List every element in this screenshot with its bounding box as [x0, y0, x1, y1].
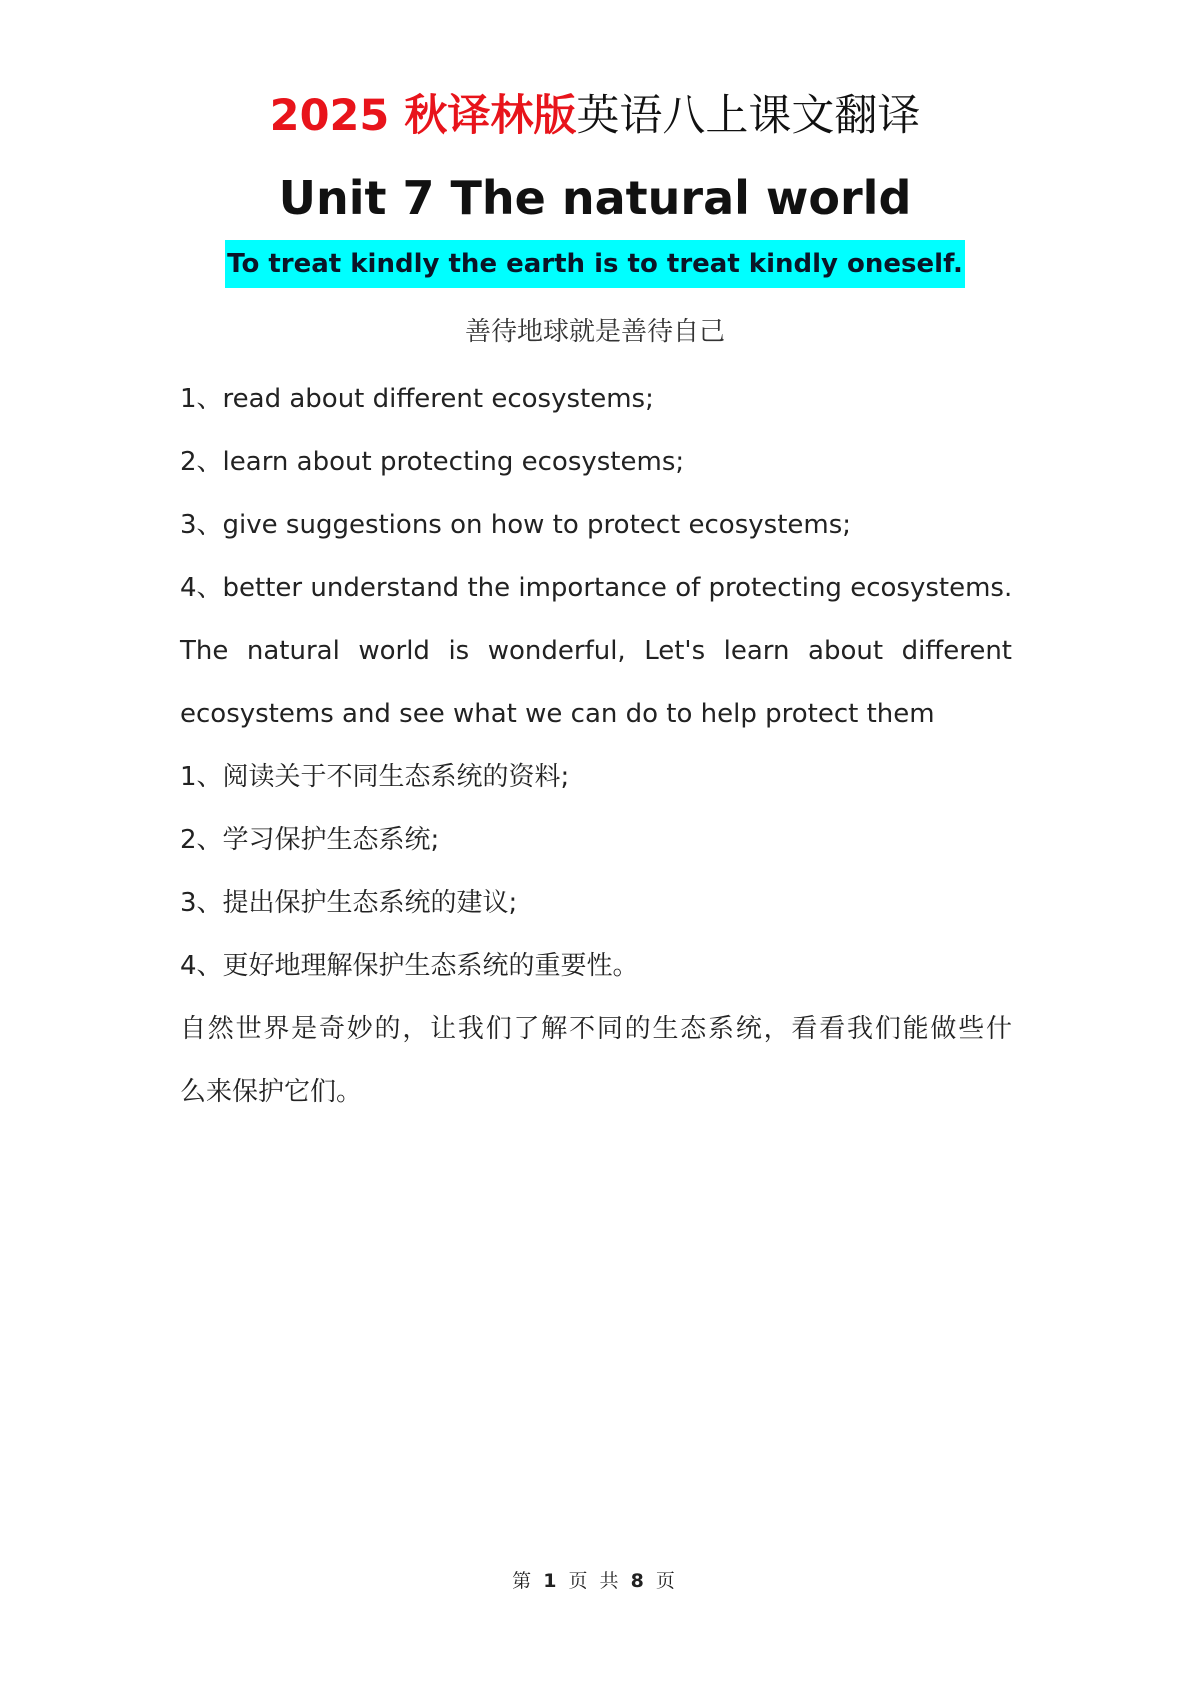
- objective-cn-3: 3、提出保护生态系统的建议;: [180, 888, 518, 918]
- footer-prefix: 第: [512, 1570, 535, 1592]
- motto-english: To treat kindly the earth is to treat kindly oneself.: [225, 240, 965, 288]
- objective-en-1: 1、read about different ecosystems;: [180, 384, 654, 414]
- total-page-number: 8: [630, 1570, 647, 1592]
- document-body: [180, 376, 1012, 1132]
- intro-cn-line-2: 么来保护它们。: [180, 1077, 363, 1107]
- document-title: [0, 88, 1190, 144]
- page-footer: [0, 1568, 1190, 1594]
- objective-en-4: 4、better understand the importance of protecting ecosystems.: [180, 573, 1013, 603]
- objective-en-2: 2、learn about protecting ecosystems;: [180, 447, 685, 477]
- current-page-number: 1: [543, 1570, 560, 1592]
- footer-suffix: 页: [655, 1570, 678, 1592]
- intro-en-line-2: ecosystems and see what we can do to help protect them: [180, 699, 935, 729]
- motto-chinese: 善待地球就是善待自己: [464, 317, 725, 347]
- unit-title: Unit 7 The natural world: [278, 171, 912, 225]
- intro-cn-line-1: 自然世界是奇妙的，让我们了解不同的生态系统，看看我们能做些什: [180, 1014, 1012, 1044]
- title-subject: 英语八上课文翻译: [576, 91, 921, 141]
- objective-en-3: 3、give suggestions on how to protect ecosystems;: [180, 510, 852, 540]
- footer-middle: 页 共: [568, 1570, 622, 1592]
- title-edition: 2025 秋译林版: [269, 91, 577, 141]
- intro-en-line-1: The natural world is wonderful, Let's learn about different: [180, 636, 1012, 666]
- objective-cn-1: 1、阅读关于不同生态系统的资料;: [180, 762, 570, 792]
- objective-cn-4: 4、更好地理解保护生态系统的重要性。: [180, 951, 639, 981]
- objective-cn-2: 2、学习保护生态系统;: [180, 825, 440, 855]
- motto-block: [0, 240, 1190, 288]
